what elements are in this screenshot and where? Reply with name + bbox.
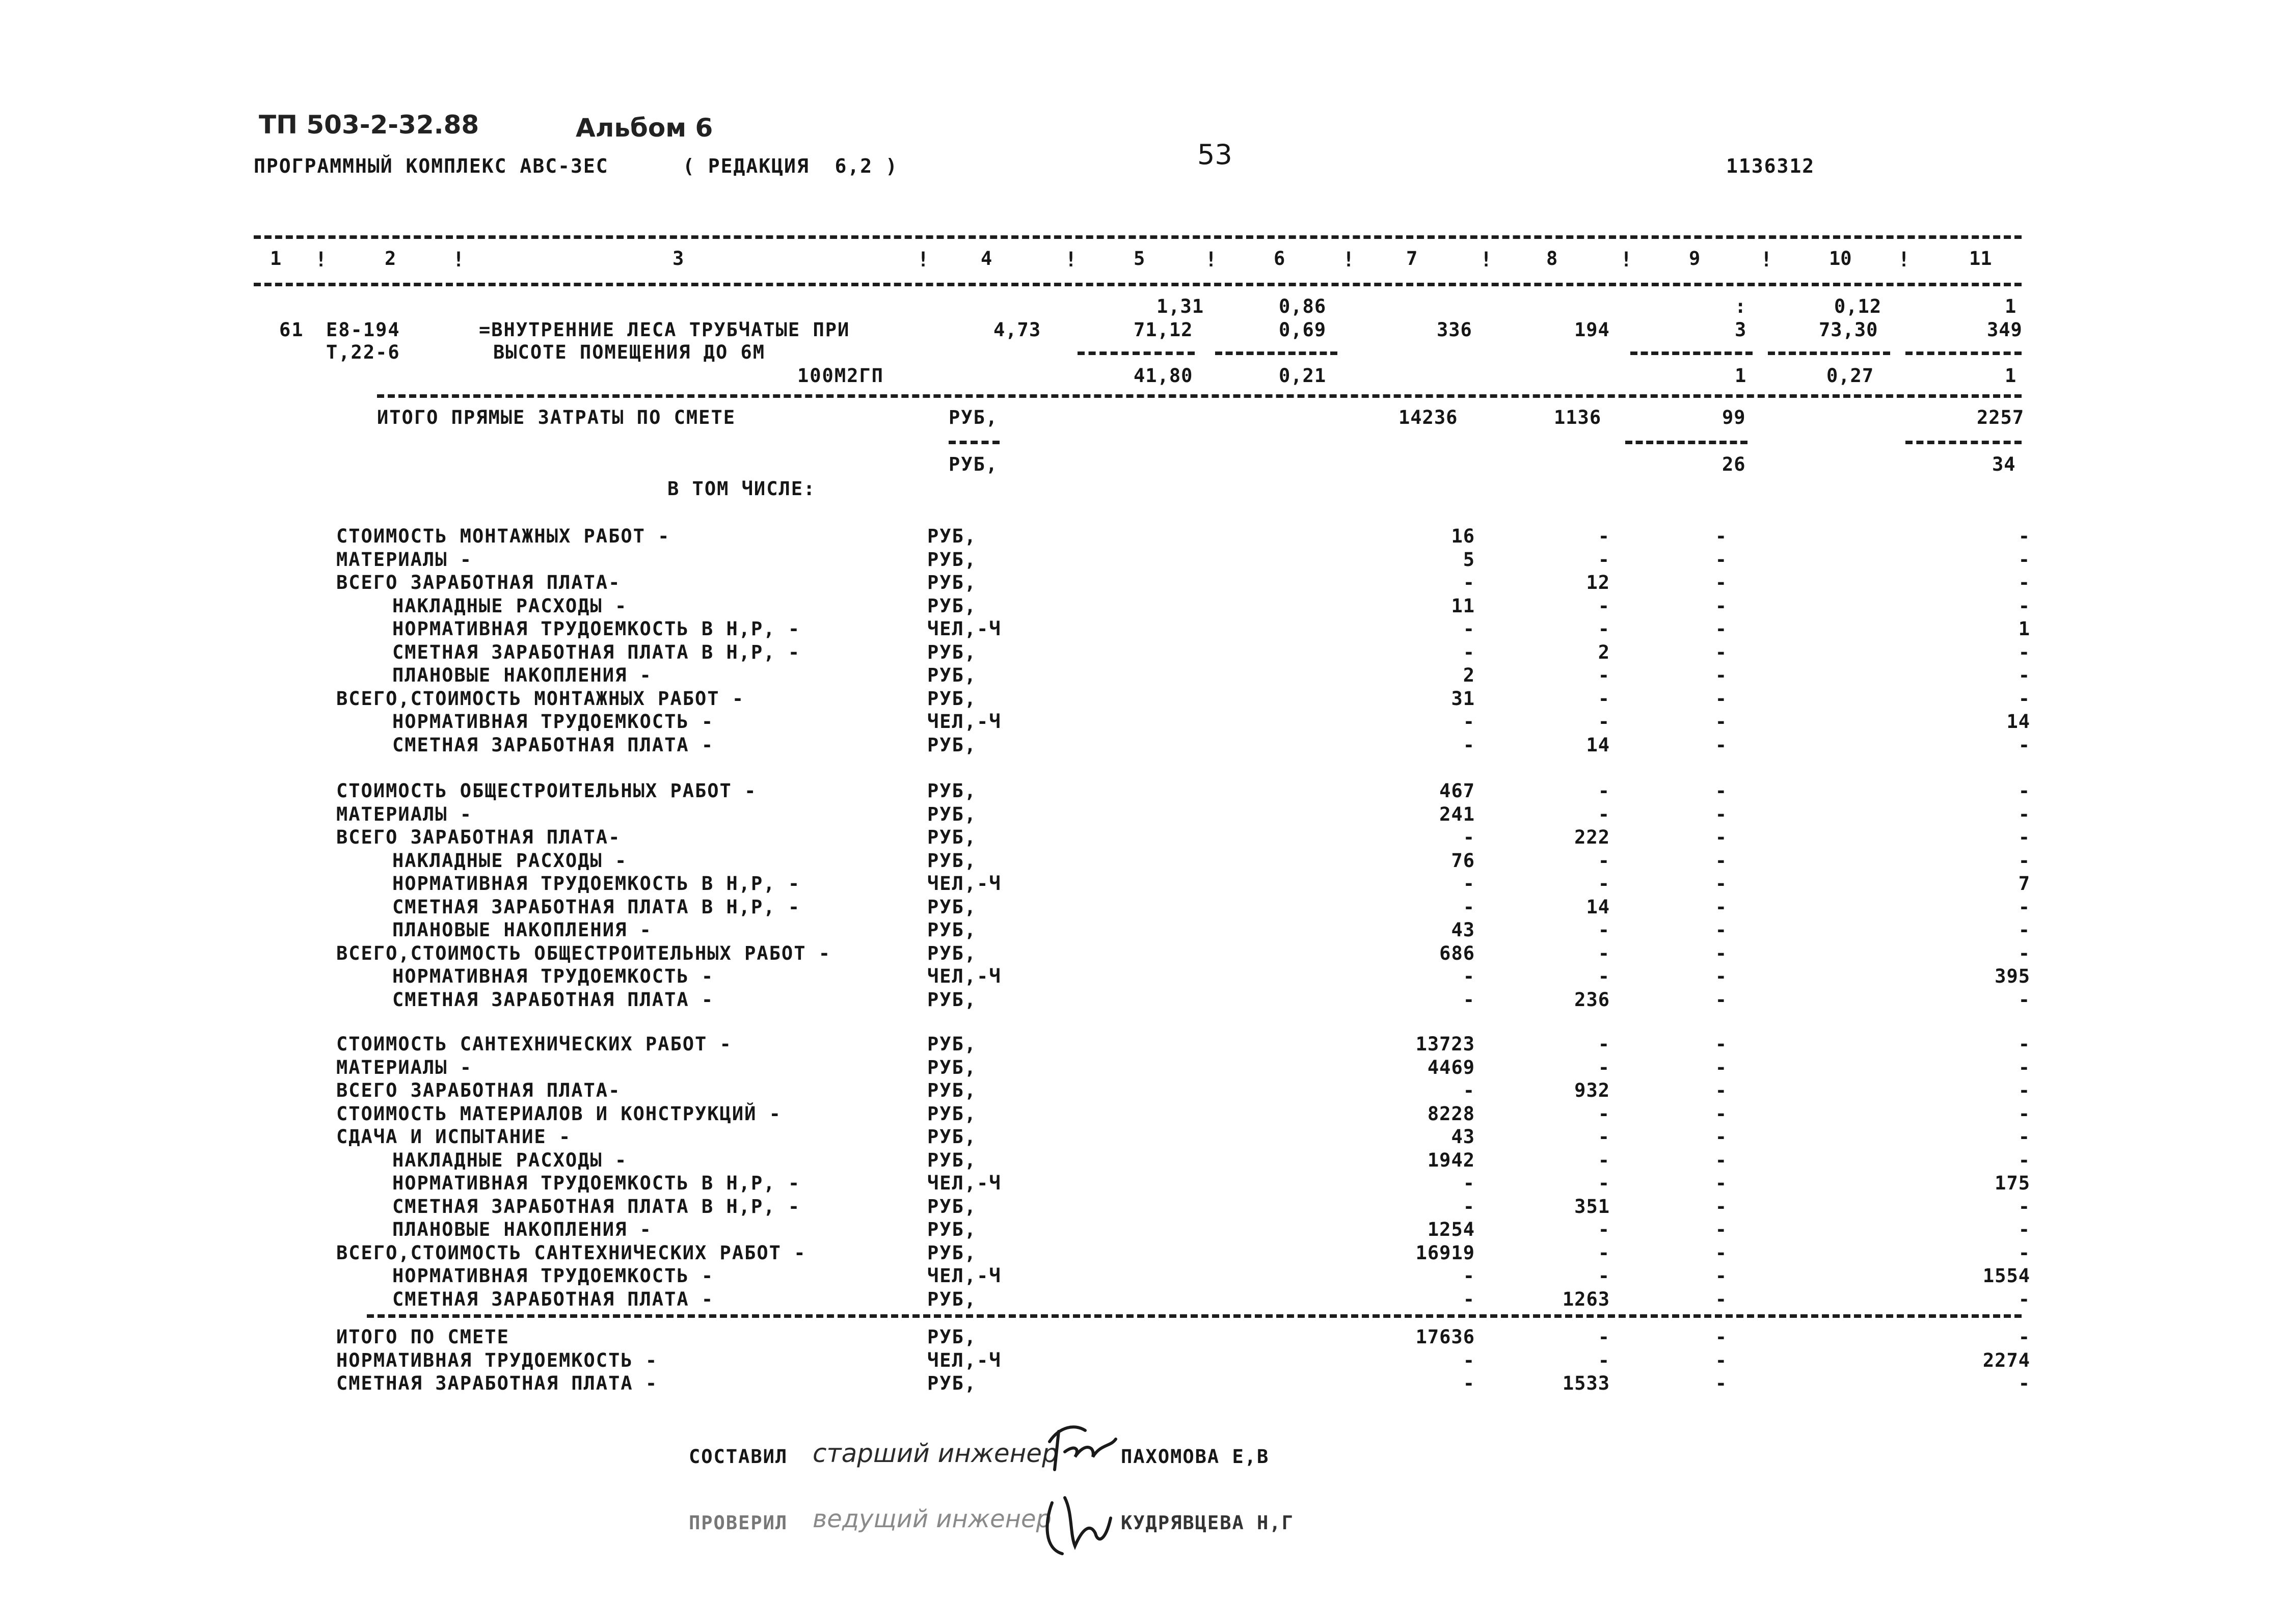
summary-row-label: ВСЕГО,СТОИМОСТЬ МОНТАЖНЫХ РАБОТ -	[336, 687, 745, 710]
summary-row-c7: -	[1463, 734, 1475, 756]
summary-row-c11: -	[2018, 1219, 2030, 1240]
rule-item-bottom	[377, 394, 2022, 398]
item-c9c: 1	[1735, 365, 1747, 387]
checked-role: ведущий инженер	[813, 1505, 1052, 1533]
checked-prefix: ПРОВЕРИЛ	[689, 1512, 788, 1534]
summary-row-c8: 14	[1586, 734, 1610, 756]
summary-row-c11: -	[2018, 687, 2030, 710]
direct-rule-c9	[1625, 441, 1747, 444]
summary-row-c7: 13723	[1415, 1033, 1475, 1055]
item-c10a: 0,12	[1834, 295, 1882, 317]
summary-row-c8: 351	[1574, 1195, 1610, 1217]
summary-row-c9: -	[1715, 1288, 1727, 1310]
column-header-2: 2	[385, 248, 396, 269]
summary-row-c9: -	[1715, 525, 1727, 547]
summary-row-c8: 12	[1586, 572, 1610, 593]
summary-row-c11: -	[2018, 1149, 2030, 1171]
summary-row-c9: -	[1715, 1079, 1727, 1101]
summary-row-c9: -	[1715, 548, 1727, 571]
summary-row-label: МАТЕРИАЛЫ -	[336, 1056, 473, 1078]
summary-row-c8: -	[1598, 618, 1610, 640]
summary-row-c9: -	[1715, 1241, 1727, 1264]
summary-row-c7: -	[1463, 572, 1475, 593]
summary-row-label: СТОИМОСТЬ ОБЩЕСТРОИТЕЛЬНЫХ РАБОТ -	[336, 780, 757, 802]
summary-row-unit: ЧЕЛ,-Ч	[927, 711, 1002, 733]
column-header-4: 4	[981, 248, 992, 269]
item-c9a: :	[1735, 295, 1747, 317]
summary-row-c8: -	[1598, 548, 1610, 571]
summary-row-c9: -	[1715, 826, 1727, 848]
summary-row-c11: -	[2018, 1126, 2030, 1148]
summary-row-c9: -	[1715, 1149, 1727, 1171]
summary-row-label: СМЕТНАЯ ЗАРАБОТНАЯ ПЛАТА -	[392, 1288, 714, 1310]
summary-row-unit: ЧЕЛ,-Ч	[927, 873, 1002, 895]
item-c9b: 3	[1735, 319, 1747, 341]
summary-row-c9: -	[1715, 1172, 1727, 1194]
summary-row-c7: -	[1463, 1195, 1475, 1217]
summary-row-unit: РУБ,	[927, 687, 977, 710]
column-separator: !	[1205, 248, 1218, 272]
column-header-3: 3	[673, 248, 684, 269]
summary-row-c8: -	[1598, 1149, 1610, 1171]
summary-row-c8: -	[1598, 873, 1610, 895]
summary-row-c11: 7	[2018, 873, 2030, 895]
item-code: Е8-194	[326, 319, 400, 341]
summary-row-c7: 76	[1451, 849, 1475, 872]
item-c11c: 1	[2005, 365, 2017, 387]
total-row-unit: РУБ,	[927, 1372, 977, 1394]
summary-row-c11: 1554	[1982, 1265, 2030, 1287]
summary-row-unit: РУБ,	[927, 1126, 977, 1148]
summary-row-c9: -	[1715, 618, 1727, 640]
summary-row-c11: -	[2018, 849, 2030, 872]
summary-row-c7: 8228	[1427, 1102, 1475, 1125]
summary-row-c11: -	[2018, 780, 2030, 802]
summary-row-c9: -	[1715, 803, 1727, 825]
column-header-8: 8	[1546, 248, 1558, 269]
summary-row-label: СДАЧА И ИСПЫТАНИЕ -	[336, 1126, 572, 1148]
page-number: 53	[1197, 139, 1232, 171]
column-separator: !	[1898, 248, 1911, 272]
summary-row-c8: -	[1598, 711, 1610, 733]
doc-code: ТП 503-2-32.88	[259, 110, 479, 140]
summary-row-unit: ЧЕЛ,-Ч	[927, 1172, 1002, 1194]
summary-row-c11: -	[2018, 641, 2030, 663]
summary-row-c8: -	[1598, 1219, 1610, 1240]
summary-row-unit: РУБ,	[927, 1079, 977, 1101]
summary-row-c7: -	[1463, 711, 1475, 733]
summary-row-c7: -	[1463, 641, 1475, 663]
summary-row-c7: 16	[1451, 525, 1475, 547]
summary-row-c7: 11	[1451, 594, 1475, 617]
total-row-unit: РУБ,	[927, 1326, 977, 1348]
summary-row-label: СМЕТНАЯ ЗАРАБОТНАЯ ПЛАТА В Н,Р, -	[392, 1195, 801, 1217]
compiled-signature	[1039, 1421, 1121, 1477]
summary-row-c7: -	[1463, 965, 1475, 987]
direct-costs-c9b: 26	[1722, 453, 1746, 475]
summary-row-label: НАКЛАДНЫЕ РАСХОДЫ -	[392, 1149, 628, 1171]
column-header-10: 10	[1829, 248, 1852, 269]
summary-row-label: НОРМАТИВНАЯ ТРУДОЕМКОСТЬ -	[392, 1265, 714, 1287]
summary-row-label: НОРМАТИВНАЯ ТРУДОЕМКОСТЬ В Н,Р, -	[392, 873, 801, 895]
summary-row-label: ВСЕГО,СТОИМОСТЬ ОБЩЕСТРОИТЕЛЬНЫХ РАБОТ -	[336, 942, 831, 964]
program-name: ПРОГРАММНЫЙ КОМПЛЕКС АВС-ЗЕС	[254, 155, 609, 177]
summary-row-unit: РУБ,	[927, 525, 977, 547]
summary-row-c11: -	[2018, 525, 2030, 547]
summary-row-label: ВСЕГО ЗАРАБОТНАЯ ПЛАТА-	[336, 572, 621, 593]
summary-row-unit: РУБ,	[927, 1033, 977, 1055]
summary-row-c9: -	[1715, 1126, 1727, 1148]
summary-row-unit: РУБ,	[927, 1241, 977, 1264]
direct-costs-c7: 14236	[1399, 407, 1458, 428]
summary-row-unit: РУБ,	[927, 803, 977, 825]
summary-row-label: ПЛАНОВЫЕ НАКОПЛЕНИЯ -	[392, 664, 652, 686]
summary-row-c9: -	[1715, 1102, 1727, 1125]
summary-row-c11: -	[2018, 1033, 2030, 1055]
summary-row-label: НОРМАТИВНАЯ ТРУДОЕМКОСТЬ -	[392, 711, 714, 733]
summary-row-c8: -	[1598, 1126, 1610, 1148]
summary-row-unit: РУБ,	[927, 1102, 977, 1125]
summary-row-c7: 16919	[1415, 1241, 1475, 1264]
item-c11b: 349	[1987, 319, 2023, 341]
summary-row-c7: -	[1463, 1265, 1475, 1287]
item-qty: 4,73	[993, 319, 1041, 341]
summary-row-c9: -	[1715, 919, 1727, 941]
summary-row-c7: -	[1463, 988, 1475, 1011]
summary-row-label: НАКЛАДНЫЕ РАСХОДЫ -	[392, 594, 628, 617]
column-header-5: 5	[1134, 248, 1145, 269]
album-label: Альбом 6	[576, 113, 713, 143]
item-rule-c10	[1768, 351, 1890, 355]
summary-row-c9: -	[1715, 641, 1727, 663]
summary-row-label: СМЕТНАЯ ЗАРАБОТНАЯ ПЛАТА -	[392, 988, 714, 1011]
summary-row-label: СТОИМОСТЬ МОНТАЖНЫХ РАБОТ -	[336, 525, 670, 547]
summary-row-c7: 686	[1439, 942, 1475, 964]
total-row-c9: -	[1715, 1349, 1727, 1371]
summary-row-unit: РУБ,	[927, 1288, 977, 1310]
summary-row-c11: -	[2018, 896, 2030, 918]
summary-row-c11: -	[2018, 1241, 2030, 1264]
total-row-c9: -	[1715, 1326, 1727, 1348]
column-separator: !	[1480, 248, 1493, 272]
total-row-c9: -	[1715, 1372, 1727, 1394]
summary-row-c8: -	[1598, 965, 1610, 987]
column-separator: !	[1065, 248, 1078, 272]
item-c10c: 0,27	[1826, 365, 1874, 387]
summary-row-label: СТОИМОСТЬ САНТЕХНИЧЕСКИХ РАБОТ -	[336, 1033, 732, 1055]
summary-row-unit: РУБ,	[927, 826, 977, 848]
item-c6c: 0,21	[1279, 365, 1327, 387]
column-header-11: 11	[1969, 248, 1992, 269]
summary-row-c11: -	[2018, 734, 2030, 756]
summary-row-c11: -	[2018, 826, 2030, 848]
summary-row-c8: -	[1598, 664, 1610, 686]
summary-row-c8: -	[1598, 1102, 1610, 1125]
item-rule-c9	[1630, 351, 1753, 355]
doc-number: 1136312	[1726, 155, 1815, 177]
direct-costs-c11: 2257	[1977, 407, 2025, 428]
summary-row-label: СТОИМОСТЬ МАТЕРИАЛОВ И КОНСТРУКЦИЙ -	[336, 1102, 782, 1125]
summary-row-unit: РУБ,	[927, 780, 977, 802]
summary-row-c8: -	[1598, 919, 1610, 941]
summary-row-label: СМЕТНАЯ ЗАРАБОТНАЯ ПЛАТА В Н,Р, -	[392, 896, 801, 918]
summary-row-c11: -	[2018, 919, 2030, 941]
summary-row-c7: 5	[1463, 548, 1475, 571]
summary-row-label: НОРМАТИВНАЯ ТРУДОЕМКОСТЬ В Н,Р, -	[392, 1172, 801, 1194]
summary-row-c11: 14	[2006, 711, 2030, 733]
summary-row-label: ВСЕГО ЗАРАБОТНАЯ ПЛАТА-	[336, 1079, 621, 1101]
direct-costs-c11b: 34	[1992, 453, 2016, 475]
summary-row-c11: -	[2018, 1195, 2030, 1217]
summary-row-c8: -	[1598, 849, 1610, 872]
total-row-unit: ЧЕЛ,-Ч	[927, 1349, 1002, 1371]
column-separator: !	[1620, 248, 1633, 272]
summary-row-c9: -	[1715, 896, 1727, 918]
checked-name: КУДРЯВЦЕВА Н,Г	[1121, 1512, 1294, 1534]
summary-row-c7: -	[1463, 896, 1475, 918]
direct-costs-c8: 1136	[1554, 407, 1602, 428]
summary-row-c9: -	[1715, 572, 1727, 593]
summary-row-label: ВСЕГО ЗАРАБОТНАЯ ПЛАТА-	[336, 826, 621, 848]
summary-row-c11: -	[2018, 1102, 2030, 1125]
column-separator: !	[1760, 248, 1773, 272]
summary-row-label: МАТЕРИАЛЫ -	[336, 803, 473, 825]
rule-total-top	[367, 1314, 2022, 1318]
summary-row-c7: -	[1463, 826, 1475, 848]
summary-row-c8: 932	[1574, 1079, 1610, 1101]
item-c5c: 41,80	[1134, 365, 1193, 387]
summary-row-c7: 1254	[1427, 1219, 1475, 1240]
summary-row-unit: ЧЕЛ,-Ч	[927, 965, 1002, 987]
direct-costs-unit: РУБ,	[949, 407, 999, 428]
checked-signature	[1034, 1487, 1121, 1564]
summary-row-unit: РУБ,	[927, 942, 977, 964]
summary-row-c7: 43	[1451, 919, 1475, 941]
direct-costs-label: ИТОГО ПРЯМЫЕ ЗАТРАТЫ ПО СМЕТЕ	[377, 407, 736, 428]
summary-row-unit: РУБ,	[927, 548, 977, 571]
item-c6b: 0,69	[1279, 319, 1327, 341]
item-unit: 100М2ГП	[797, 365, 884, 387]
summary-row-unit: РУБ,	[927, 1195, 977, 1217]
summary-row-c9: -	[1715, 873, 1727, 895]
summary-row-c8: -	[1598, 803, 1610, 825]
summary-row-label: МАТЕРИАЛЫ -	[336, 548, 473, 571]
summary-row-c11: 1	[2018, 618, 2030, 640]
summary-row-c9: -	[1715, 594, 1727, 617]
column-separator: !	[917, 248, 930, 272]
item-c5b: 71,12	[1134, 319, 1193, 341]
summary-row-unit: РУБ,	[927, 1219, 977, 1240]
item-rule-c6	[1215, 351, 1337, 355]
summary-row-unit: РУБ,	[927, 572, 977, 593]
summary-row-c8: -	[1598, 594, 1610, 617]
total-row-c11: -	[2018, 1326, 2030, 1348]
summary-row-unit: РУБ,	[927, 1149, 977, 1171]
column-header-7: 7	[1406, 248, 1418, 269]
summary-row-c9: -	[1715, 1056, 1727, 1078]
item-code-2: Т,22-6	[326, 341, 400, 363]
summary-row-label: НОРМАТИВНАЯ ТРУДОЕМКОСТЬ В Н,Р, -	[392, 618, 801, 640]
summary-row-c8: -	[1598, 687, 1610, 710]
summary-row-c9: -	[1715, 965, 1727, 987]
summary-row-c11: 175	[1995, 1172, 2030, 1194]
summary-row-label: ВСЕГО,СТОИМОСТЬ САНТЕХНИЧЕСКИХ РАБОТ -	[336, 1241, 806, 1264]
summary-row-c7: 4469	[1427, 1056, 1475, 1078]
summary-row-unit: РУБ,	[927, 988, 977, 1011]
summary-row-c11: -	[2018, 1056, 2030, 1078]
item-c6a: 0,86	[1279, 295, 1327, 317]
item-c8: 194	[1574, 319, 1610, 341]
total-row-c7: 17636	[1415, 1326, 1475, 1348]
summary-row-c8: 1263	[1562, 1288, 1610, 1310]
column-header-6: 6	[1274, 248, 1285, 269]
item-rule-c11	[1905, 351, 2022, 355]
direct-rule-c11	[1905, 441, 2022, 444]
summary-row-c8: -	[1598, 1056, 1610, 1078]
compiled-role: старший инженер	[813, 1439, 1058, 1468]
total-row-c7: -	[1463, 1349, 1475, 1371]
summary-row-c11: -	[2018, 572, 2030, 593]
summary-row-c11: -	[2018, 548, 2030, 571]
summary-row-unit: РУБ,	[927, 1056, 977, 1078]
summary-row-c9: -	[1715, 942, 1727, 964]
summary-row-c11: -	[2018, 803, 2030, 825]
summary-row-c7: 31	[1451, 687, 1475, 710]
summary-row-c7: 1942	[1427, 1149, 1475, 1171]
summary-row-c8: -	[1598, 1033, 1610, 1055]
summary-row-c9: -	[1715, 988, 1727, 1011]
summary-row-label: ПЛАНОВЫЕ НАКОПЛЕНИЯ -	[392, 1219, 652, 1240]
summary-row-c9: -	[1715, 664, 1727, 686]
total-row-c7: -	[1463, 1372, 1475, 1394]
rule-top	[254, 235, 2022, 239]
summary-row-c9: -	[1715, 687, 1727, 710]
summary-row-c11: -	[2018, 1288, 2030, 1310]
summary-row-unit: РУБ,	[927, 664, 977, 686]
summary-row-unit: ЧЕЛ,-Ч	[927, 618, 1002, 640]
summary-row-c8: -	[1598, 525, 1610, 547]
summary-row-c11: -	[2018, 664, 2030, 686]
compiled-name: ПАХОМОВА Е,В	[1121, 1446, 1270, 1468]
total-row-label: СМЕТНАЯ ЗАРАБОТНАЯ ПЛАТА -	[336, 1372, 658, 1394]
summary-row-c8: 14	[1586, 896, 1610, 918]
total-row-c8: -	[1598, 1349, 1610, 1371]
summary-row-c9: -	[1715, 1033, 1727, 1055]
summary-row-c11: -	[2018, 1079, 2030, 1101]
summary-row-unit: РУБ,	[927, 641, 977, 663]
column-separator: !	[1342, 248, 1355, 272]
summary-row-label: СМЕТНАЯ ЗАРАБОТНАЯ ПЛАТА -	[392, 734, 714, 756]
summary-row-c9: -	[1715, 780, 1727, 802]
summary-row-c7: 2	[1463, 664, 1475, 686]
summary-row-c9: -	[1715, 711, 1727, 733]
including-label: В ТОМ ЧИСЛЕ:	[667, 478, 816, 500]
summary-row-c11: -	[2018, 942, 2030, 964]
column-header-1: 1	[270, 248, 282, 269]
summary-row-c8: -	[1598, 780, 1610, 802]
summary-row-unit: РУБ,	[927, 896, 977, 918]
rule-header-bottom	[254, 283, 2022, 286]
direct-costs-c9: 99	[1722, 407, 1746, 428]
total-row-c11: 2274	[1982, 1349, 2030, 1371]
item-desc-2: ВЫСОТЕ ПОМЕЩЕНИЯ ДО 6М	[493, 341, 766, 363]
item-desc-1: =ВНУТРЕННИЕ ЛЕСА ТРУБЧАТЫЕ ПРИ	[479, 319, 850, 341]
summary-row-c11: 395	[1995, 965, 2030, 987]
item-c7: 336	[1437, 319, 1472, 341]
summary-row-c8: -	[1598, 1172, 1610, 1194]
item-rule-c5	[1078, 351, 1195, 355]
item-c11a: 1	[2005, 295, 2017, 317]
summary-row-label: ПЛАНОВЫЕ НАКОПЛЕНИЯ -	[392, 919, 652, 941]
summary-row-label: НОРМАТИВНАЯ ТРУДОЕМКОСТЬ -	[392, 965, 714, 987]
summary-row-c8: 222	[1574, 826, 1610, 848]
total-row-label: НОРМАТИВНАЯ ТРУДОЕМКОСТЬ -	[336, 1349, 658, 1371]
summary-row-c9: -	[1715, 1195, 1727, 1217]
summary-row-label: НАКЛАДНЫЕ РАСХОДЫ -	[392, 849, 628, 872]
summary-row-unit: РУБ,	[927, 594, 977, 617]
total-row-c8: -	[1598, 1326, 1610, 1348]
summary-row-unit: ЧЕЛ,-Ч	[927, 1265, 1002, 1287]
direct-costs-unit-2: РУБ,	[949, 453, 999, 475]
summary-row-c7: -	[1463, 1079, 1475, 1101]
column-separator: !	[452, 248, 465, 272]
direct-rule-unit	[949, 441, 1000, 444]
summary-row-unit: РУБ,	[927, 919, 977, 941]
summary-row-c9: -	[1715, 849, 1727, 872]
summary-row-c8: -	[1598, 1241, 1610, 1264]
summary-row-unit: РУБ,	[927, 849, 977, 872]
program-edition: ( РЕДАКЦИЯ 6,2 )	[683, 155, 898, 177]
summary-row-c9: -	[1715, 734, 1727, 756]
column-separator: !	[315, 248, 328, 272]
summary-row-c8: 236	[1574, 988, 1610, 1011]
summary-row-c11: -	[2018, 988, 2030, 1011]
summary-row-c7: -	[1463, 1172, 1475, 1194]
summary-row-c7: 241	[1439, 803, 1475, 825]
total-row-c8: 1533	[1562, 1372, 1610, 1394]
summary-row-c11: -	[2018, 594, 2030, 617]
summary-row-c9: -	[1715, 1265, 1727, 1287]
item-c10b: 73,30	[1819, 319, 1878, 341]
item-no: 61	[279, 319, 304, 341]
summary-row-c8: 2	[1598, 641, 1610, 663]
column-header-9: 9	[1689, 248, 1701, 269]
summary-row-c7: -	[1463, 873, 1475, 895]
total-row-c11: -	[2018, 1372, 2030, 1394]
summary-row-c7: 43	[1451, 1126, 1475, 1148]
summary-row-label: СМЕТНАЯ ЗАРАБОТНАЯ ПЛАТА В Н,Р, -	[392, 641, 801, 663]
summary-row-c7: 467	[1439, 780, 1475, 802]
total-row-label: ИТОГО ПО СМЕТЕ	[336, 1326, 509, 1348]
compiled-prefix: СОСТАВИЛ	[689, 1446, 788, 1468]
summary-row-unit: РУБ,	[927, 734, 977, 756]
summary-row-c7: -	[1463, 618, 1475, 640]
summary-row-c9: -	[1715, 1219, 1727, 1240]
item-c5a: 1,31	[1157, 295, 1204, 317]
summary-row-c7: -	[1463, 1288, 1475, 1310]
summary-row-c8: -	[1598, 942, 1610, 964]
summary-row-c8: -	[1598, 1265, 1610, 1287]
